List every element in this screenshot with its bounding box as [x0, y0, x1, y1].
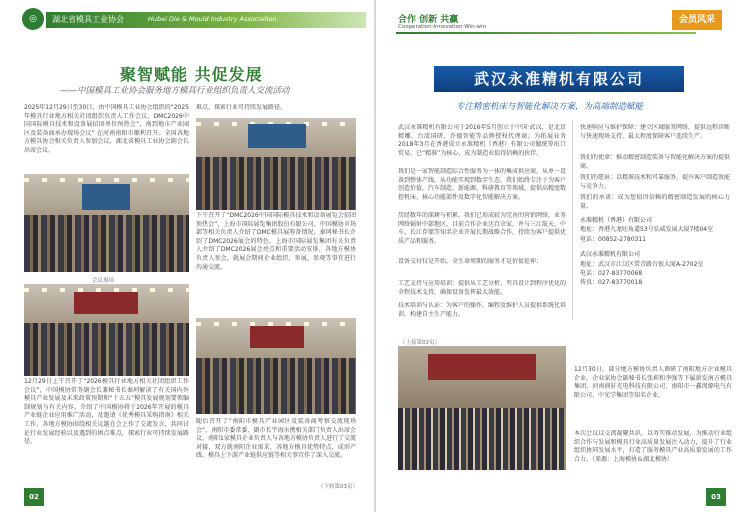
company-wh-phone: 电话：027-83770068: [580, 270, 643, 278]
company-wh-fax: 传真：027-83770018: [580, 279, 643, 287]
company-tagline: 专注精密机床与智能化解决方案，为高端制造赋能: [456, 102, 644, 112]
company-hk-phone: 电话：00852-2780311: [580, 235, 646, 243]
company-banner: 武汉永准精机有限公司: [434, 66, 684, 92]
header-title-en: Hubei Die & Mould Industry Association: [148, 15, 277, 23]
company-paragraph: 设备交付仅是开始，全生命周期的服务才是价值延伸：: [398, 258, 543, 265]
company-hk-name: 永准精机（香港）有限公司: [580, 217, 653, 224]
company-paragraph: 快速响应与维护保障：建立区域服务网络，提供远程诊断与快速现场支持，最大程度保障客户连续生产。: [580, 124, 730, 140]
contact-block: [580, 216, 713, 288]
meeting-photo: [196, 318, 356, 414]
page-number: 03: [706, 488, 726, 506]
company-paragraph: 我们的承诺：成为您值得信赖的精密制造发展的核心力量。: [580, 194, 730, 210]
company-hk-address: 地址：香港九龙旺角道53号弘威发展大厦7楼04室: [580, 226, 714, 234]
company-paragraph: 技术培训与认证：为客户的操作、编程及维护人员提供系统化培训，构建自主生产能力。: [398, 302, 566, 318]
article-paragraph: 本次会议以交流凝聚共识，以务实推动发展，为推动行业组织合作与发展和模具行业高质量发展注入动力，提升了行业组织协同发展水平，打造了服务模具产业高质量发展的工作合力。（来源：上海模协＆湖北模协）: [574, 430, 732, 463]
article-paragraph: 难点，探索行业可持续发展路径。: [196, 104, 287, 111]
right-page: [376, 0, 750, 512]
section-badge: 会员风采: [672, 10, 722, 30]
article-paragraph: 随后召开了“南阳市模具产业园区及装备商考察交流现场会”，南阳市委常委、副市长宇海水携相关部门负责人出席会议，南阳1家模具企业负责人与各地方模协负责人进行了交流对接，双方就南阳企业需求，各地方模具优势特点，成形产线、模具上下游产业链供应链等相关事宜作了深入交流。: [196, 418, 356, 460]
page-number: 02: [24, 488, 44, 506]
association-logo-icon: ◎: [22, 8, 44, 30]
article-title: 聚智赋能 共促发展: [120, 65, 263, 84]
header-slogan-en: Cooperation·Innovation·Win-win: [398, 24, 487, 30]
continued-note: （下转第03页）: [318, 484, 358, 490]
continued-note: （上接第02页）: [400, 340, 440, 346]
company-paragraph: 武汉永准精机有限公司于2016年5月创立于中国·武汉，是北京精雕、台湾国研、乔德智能等品牌授权代理商。为拓展业务2018年3月在香港成立永准精机（香港）有限公司做统筹出口贸易。已“精准”为核心，成为制造业值得信赖的伙伴。: [398, 124, 566, 157]
article-paragraph: 下午召开了“DMC2026中国国际模具技术和设备展览会招团预热会”，上海市国际展览集团股份有限公司、中国模协市场部等相关负责人介绍了DMC模具展筹备情况，秦珂秘书长介绍了DMC2026展会的特色，上海市国际展览集团有关负责人介绍了DMC2026展会亮点和重要活动安排，各地方模协负责人参会，就展会期间企业组织、参展、参观等事宜进行沟通交流。: [196, 212, 356, 271]
header-title: 湖北省模具工业协会: [52, 15, 124, 24]
meeting-photo: [24, 174, 189, 272]
meeting-photo: [196, 118, 356, 210]
company-wh-name: 武汉永准精机有限公司: [580, 251, 641, 259]
company-paragraph: 我们是一家智能制造综合性服务为一体的集成供应商。从单一设备到整体产线，从功能实现到数字生态，我们始终专注于为客户创造价值。汽车制造、新能源、科研教育等领域，提供高精度数控机床、核心功能部件及数字化智能解决方案。: [398, 168, 566, 201]
group-photo: [398, 346, 566, 470]
photo-caption: 会议现场: [92, 278, 115, 284]
article-subtitle: ——中国模具工业协会服务地方模具行业组织负责人交流活动: [60, 86, 290, 96]
company-wh-address: 地址：武汉市江汉区常青路台银大厦A-2702室: [580, 260, 704, 268]
article-paragraph: 2025年12月29日至30日，由中国模具工业协会组织的“2025年模具行业地方相关社团组织负责人工作会议，DMC2026中国国际模具技术和设备展招团单位预热会”，南到地市产业园区及装备商承办现场会议” 在河南南阳市顺利召开。全国各地方模具协会相关负责人参加会议，湖北省模具工业协会副会长出席会议。: [24, 104, 189, 154]
company-paragraph: 工艺支持与应用培训：提供从工艺分析、夹具设计到程序优化的全程技术支持，确保设备发挥最大效能。: [398, 280, 566, 296]
company-paragraph: 历经数年的深耕与积累，我们已形成较为完善的营销网络，业务网络辐射中部地区，目前合作企业达百余家，并与三江航天、中车、长江存储等知名企业开展长期战略合作，持续为客户提供优质产品和服务。: [398, 212, 566, 245]
company-paragraph: 我们的愿景：以精准技术和可靠服务，提升客户制造效能与竞争力。: [580, 174, 730, 190]
article-paragraph: 12月29日上午召开了“2026模具行业地方相关社团组织工作会议”，中国模协常务副会长兼秘书长秦珂解读了有关国内外模具产业发展及未来政策预期和“十五五”模具发展规划要领编制规划与有关内容。介绍了中国模协将于2026年开展的模具产业链企业应用推广活动，及邀请《优秀模具采购指南》相关工作，各地方模协围绕相关议题在会上作了交流发言，共同讨论行业发展经验以及遇到的困点难点，探索行业可持续发展路径。: [24, 378, 189, 446]
meeting-photo: [24, 284, 189, 376]
header-rule: [396, 32, 696, 34]
company-paragraph: 我们的使命：推动精密制造装备与智能化解决方案的提供商。: [580, 154, 730, 170]
column-divider: [572, 120, 573, 320]
article-paragraph: 12月30日，部分地方模协负责人调研了南阳地方企业模具企业、企业家协会副秘书长张莉和李强等下属新发南方模具集团、河南润轩光电科技有限公司、南阳市一鑫闵源电气有限公司、中光学集团等知名企业。: [574, 366, 732, 399]
left-page: [0, 0, 374, 512]
header-slogan: 合作 创新 共赢: [398, 15, 459, 25]
